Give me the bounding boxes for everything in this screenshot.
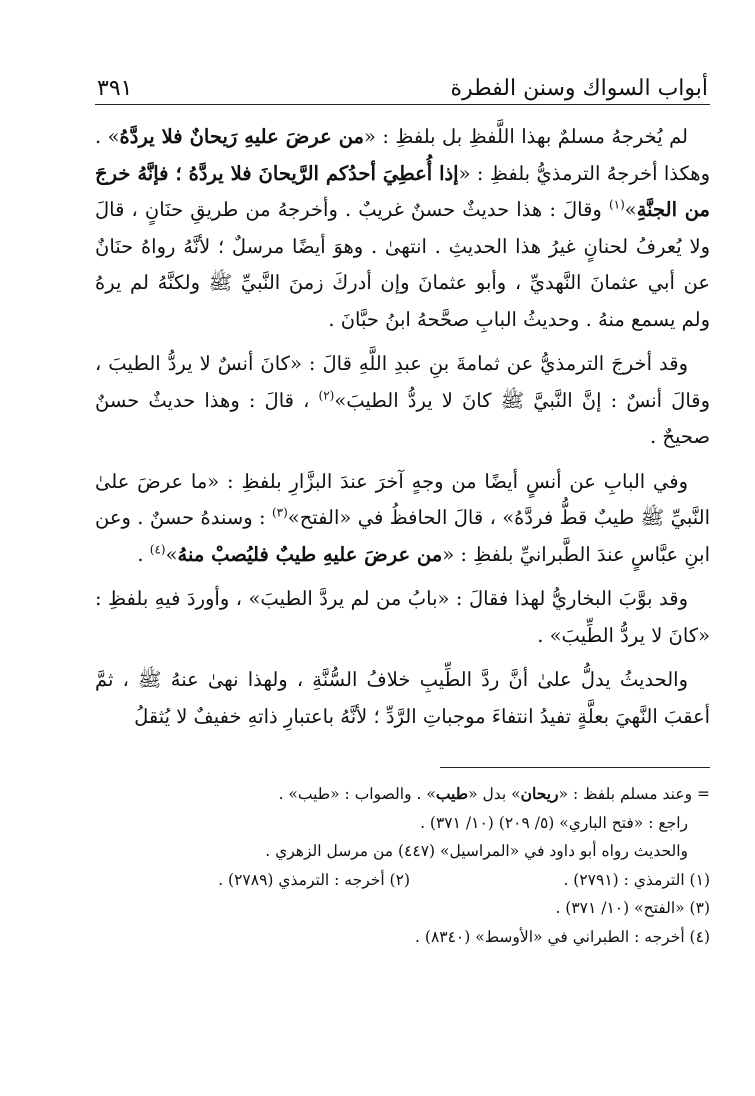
footnote-rule: [440, 767, 710, 768]
fn-cont-bold-a: ريحان: [520, 784, 559, 803]
p1-text-c: »: [624, 198, 637, 221]
footnote-marker-3[interactable]: (٣): [271, 505, 288, 520]
p3-text-c: »: [165, 542, 178, 566]
footnote-3: (٣) «الفتح» (١٠/ ٣٧١) .: [555, 899, 710, 917]
p2-text-a: وقد أخرجَ الترمذيُّ عن ثمامةَ بنِ عبدِ اللَّهِ قالَ : «كانَ أنسٌ لا يردُّ الطيبَ ، وقالَ أنسٌ : إنَّ النَّبيَّ ﷺ كانَ لا يردُّ الطيبَ»: [95, 352, 710, 412]
p3-text-d: .: [137, 542, 150, 566]
paragraph-2: [95, 346, 710, 456]
footnote-2: (٢) أخرجه : الترمذي (٢٧٨٩) .: [218, 870, 410, 889]
page-number: ٣٩١: [97, 76, 133, 101]
footnote-marker-1[interactable]: (١): [608, 197, 625, 212]
paragraph-1: [95, 119, 710, 338]
fn-cont-text-a: وعند مسلم بلفظ : «: [558, 785, 697, 803]
continuation-mark: =: [697, 785, 710, 803]
footnote-1: (١) الترمذي : (٢٧٩١) .: [563, 870, 710, 889]
paragraph-4: وقد بوَّبَ البخاريُّ لهذا فقالَ : «بابُ من لم يردَّ الطيبَ» ، وأوردَ فيهِ بلفظِ : «كانَ لا يردُّ الطِّيبَ» .: [95, 587, 710, 647]
p3-quote-tabarani: من عرضَ عليهِ طيبٌ فليُصبْ منهُ: [177, 542, 443, 566]
p1-text-a: لم يُخرجهُ مسلمٌ بهذا اللَّفظِ بل بلفظِ : «: [364, 125, 688, 148]
p3-text-a: وفي البابِ عن أنسٍ أيضًا من وجهٍ آخرَ عندَ البزَّارِ بلفظِ : «ما عرضَ علىٰ النَّبيِّ ﷺ طيبٌ قطُّ فردَّهُ» ، قالَ الحافظُ في «الفتح»: [95, 469, 711, 529]
footnote-4: (٤) أخرجه : الطبراني في «الأوسط» (٨٣٤٠) .: [415, 927, 710, 946]
running-header: [95, 76, 710, 104]
paragraph-3: [95, 464, 710, 574]
p1-quote-muslim: من عرضَ عليهِ رَيحانٌ فلا يردَّهُ: [119, 125, 364, 148]
p1-text-d: وقالَ : هذا حديثٌ حسنٌ غريبٌ . وأخرجهُ من طريقِ حنَانٍ ، قالَ ولا يُعرفُ لحنانٍ غيرُ هذا الحديثِ . انتهىٰ . وهوَ أيضًا مرسلٌ ؛ لأنَّهُ رواهُ حنَانٌ عن أبي عثمانَ النَّهديِّ ، وأبو عثمانَ وإن أدركَ زمنَ النَّبيِّ ﷺ ولكنَّهُ لم يرهُ ولم يسمع منهُ . وحديثُ البابِ صحَّحهُ ابنُ حبَّانَ .: [95, 198, 710, 331]
footnote-marker-2[interactable]: (٢): [318, 388, 335, 402]
p3-text-b: : وسندهُ حسنٌ . وعن ابنِ عبَّاسٍ عندَ الطَّبرانيِّ بلفظِ : «: [95, 506, 710, 566]
fn-cont-text-c: » . والصواب : «طيب» .: [278, 785, 436, 803]
footnote-continuation: [95, 780, 710, 809]
p1-text-b: » . وهكذا أخرجهُ الترمذيُّ بلفظِ : «: [95, 125, 710, 185]
fn-cont-text-b: » بدل «: [468, 785, 521, 803]
book-page: [95, 76, 710, 951]
p1-quote-tirmidhi: إذا أُعطِيَ أحدُكم الرَّيحانَ فلا يردَّهُ ؛ فإنَّهُ خرجَ من الجنَّةِ: [95, 161, 710, 221]
fn-cont-bold-b: طيب: [435, 784, 469, 803]
paragraph-5: والحديثُ يدلُّ علىٰ أنَّ ردَّ الطِّيبِ خلافُ السُّنَّةِ ، ولهذا نهىٰ عنهُ ﷺ ، ثمَّ أعقبَ النَّهيَ بعلَّةٍ تفيدُ انتفاءَ موجباتِ الرَّدِّ ؛ لأنَّهُ باعتبارِ ذاتهِ خفيفٌ لا يُثقلُ: [95, 668, 710, 728]
footnote-marker-4[interactable]: (٤): [149, 542, 166, 556]
p2-text-b: ، قالَ : وهذا حديثٌ حسنٌ صحيحٌ .: [95, 388, 710, 448]
running-title: أبواب السواك وسنن الفطرة: [450, 76, 708, 101]
footnote-reference-line: راجع : «فتح الباري» (٥/ ٢٠٩) (١٠/ ٣٧١) .: [420, 813, 688, 832]
footnote-row-1-2: [95, 866, 710, 895]
footnote-hadith-line: والحديث رواه أبو داود في «المراسيل» (٤٤٧) من مرسل الزهري .: [265, 842, 688, 860]
header-rule: [95, 104, 710, 105]
